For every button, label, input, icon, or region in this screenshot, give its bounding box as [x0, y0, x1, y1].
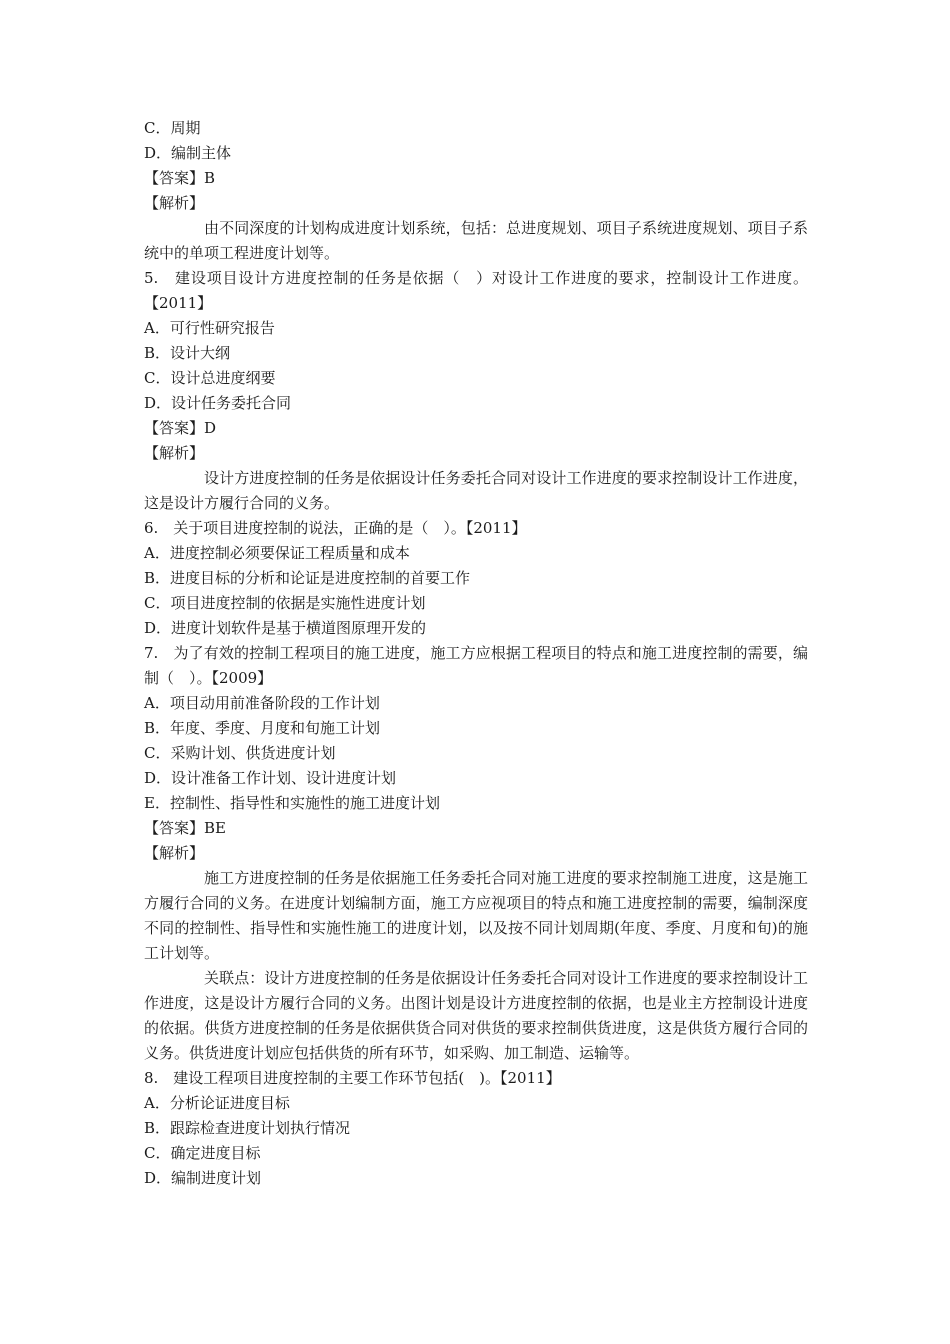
option-a: A．可行性研究报告 [144, 319, 275, 337]
question-5-stem: 5. 建设项目设计方进度控制的任务是依据（ ）对设计工作进度的要求，控制设计工作进度。【2011】 [144, 269, 808, 312]
option-c: C．周期 [144, 119, 201, 137]
answer: 【答案】B [144, 169, 216, 187]
analysis-label: 【解析】 [144, 844, 205, 862]
option-c: C．项目进度控制的依据是实施性进度计划 [144, 594, 426, 612]
option-d: D．进度计划软件是基于横道图原理开发的 [144, 619, 427, 637]
related-point-text: 关联点：设计方进度控制的任务是依据设计任务委托合同对设计工作进度的要求控制设计工作进度，这是设计方履行合同的义务。出图计划是设计方进度控制的依据，也是业主方控制设计进度的依据。供货方进度控制的任务是依据供货合同对供货的要求控制供货进度，这是供货方履行合同的义务。供货进度计划应包括供货的所有环节，如采购、加工制造、运输等。 [144, 969, 808, 1062]
option-d: D．编制主体 [144, 144, 232, 162]
analysis-text: 由不同深度的计划构成进度计划系统，包括：总进度规划、项目子系统进度规划、项目子系统中的单项工程进度计划等。 [144, 219, 808, 262]
analysis-text: 施工方进度控制的任务是依据施工任务委托合同对施工进度的要求控制施工进度，这是施工方履行合同的义务。在进度计划编制方面，施工方应视项目的特点和施工进度控制的需要，编制深度不同的控制性、指导性和实施性施工的进度计划，以及按不同计划周期(年度、季度、月度和旬)的施工计划等。 [144, 869, 808, 962]
option-c: C．采购计划、供货进度计划 [144, 744, 336, 762]
option-b: B．跟踪检查进度计划执行情况 [144, 1119, 351, 1137]
option-e: E．控制性、指导性和实施性的施工进度计划 [144, 794, 440, 812]
option-c: C．确定进度目标 [144, 1144, 261, 1162]
option-b: B．进度目标的分析和论证是进度控制的首要工作 [144, 569, 471, 587]
analysis-label: 【解析】 [144, 444, 205, 462]
analysis-label: 【解析】 [144, 194, 205, 212]
option-a: A．进度控制必须要保证工程质量和成本 [144, 544, 410, 562]
page-content [144, 116, 808, 1191]
answer: 【答案】D [144, 419, 217, 437]
question-7-stem: 7. 为了有效的控制工程项目的施工进度，施工方应根据工程项目的特点和施工进度控制的需要，编制（ ）。【2009】 [144, 644, 808, 687]
question-6-stem: 6. 关于项目进度控制的说法，正确的是（ ）。【2011】 [144, 519, 527, 537]
option-a: A．项目动用前准备阶段的工作计划 [144, 694, 380, 712]
option-b: B．设计大纲 [144, 344, 231, 362]
option-c: C．设计总进度纲要 [144, 369, 276, 387]
option-b: B．年度、季度、月度和旬施工计划 [144, 719, 381, 737]
option-a: A．分析论证进度目标 [144, 1094, 290, 1112]
option-d: D．设计任务委托合同 [144, 394, 292, 412]
option-d: D．设计准备工作计划、设计进度计划 [144, 769, 397, 787]
question-8-stem: 8. 建设工程项目进度控制的主要工作环节包括( )。【2011】 [144, 1069, 561, 1087]
answer: 【答案】BE [144, 819, 226, 837]
analysis-text: 设计方进度控制的任务是依据设计任务委托合同对设计工作进度的要求控制设计工作进度，这是设计方履行合同的义务。 [144, 469, 808, 512]
option-d: D．编制进度计划 [144, 1169, 262, 1187]
